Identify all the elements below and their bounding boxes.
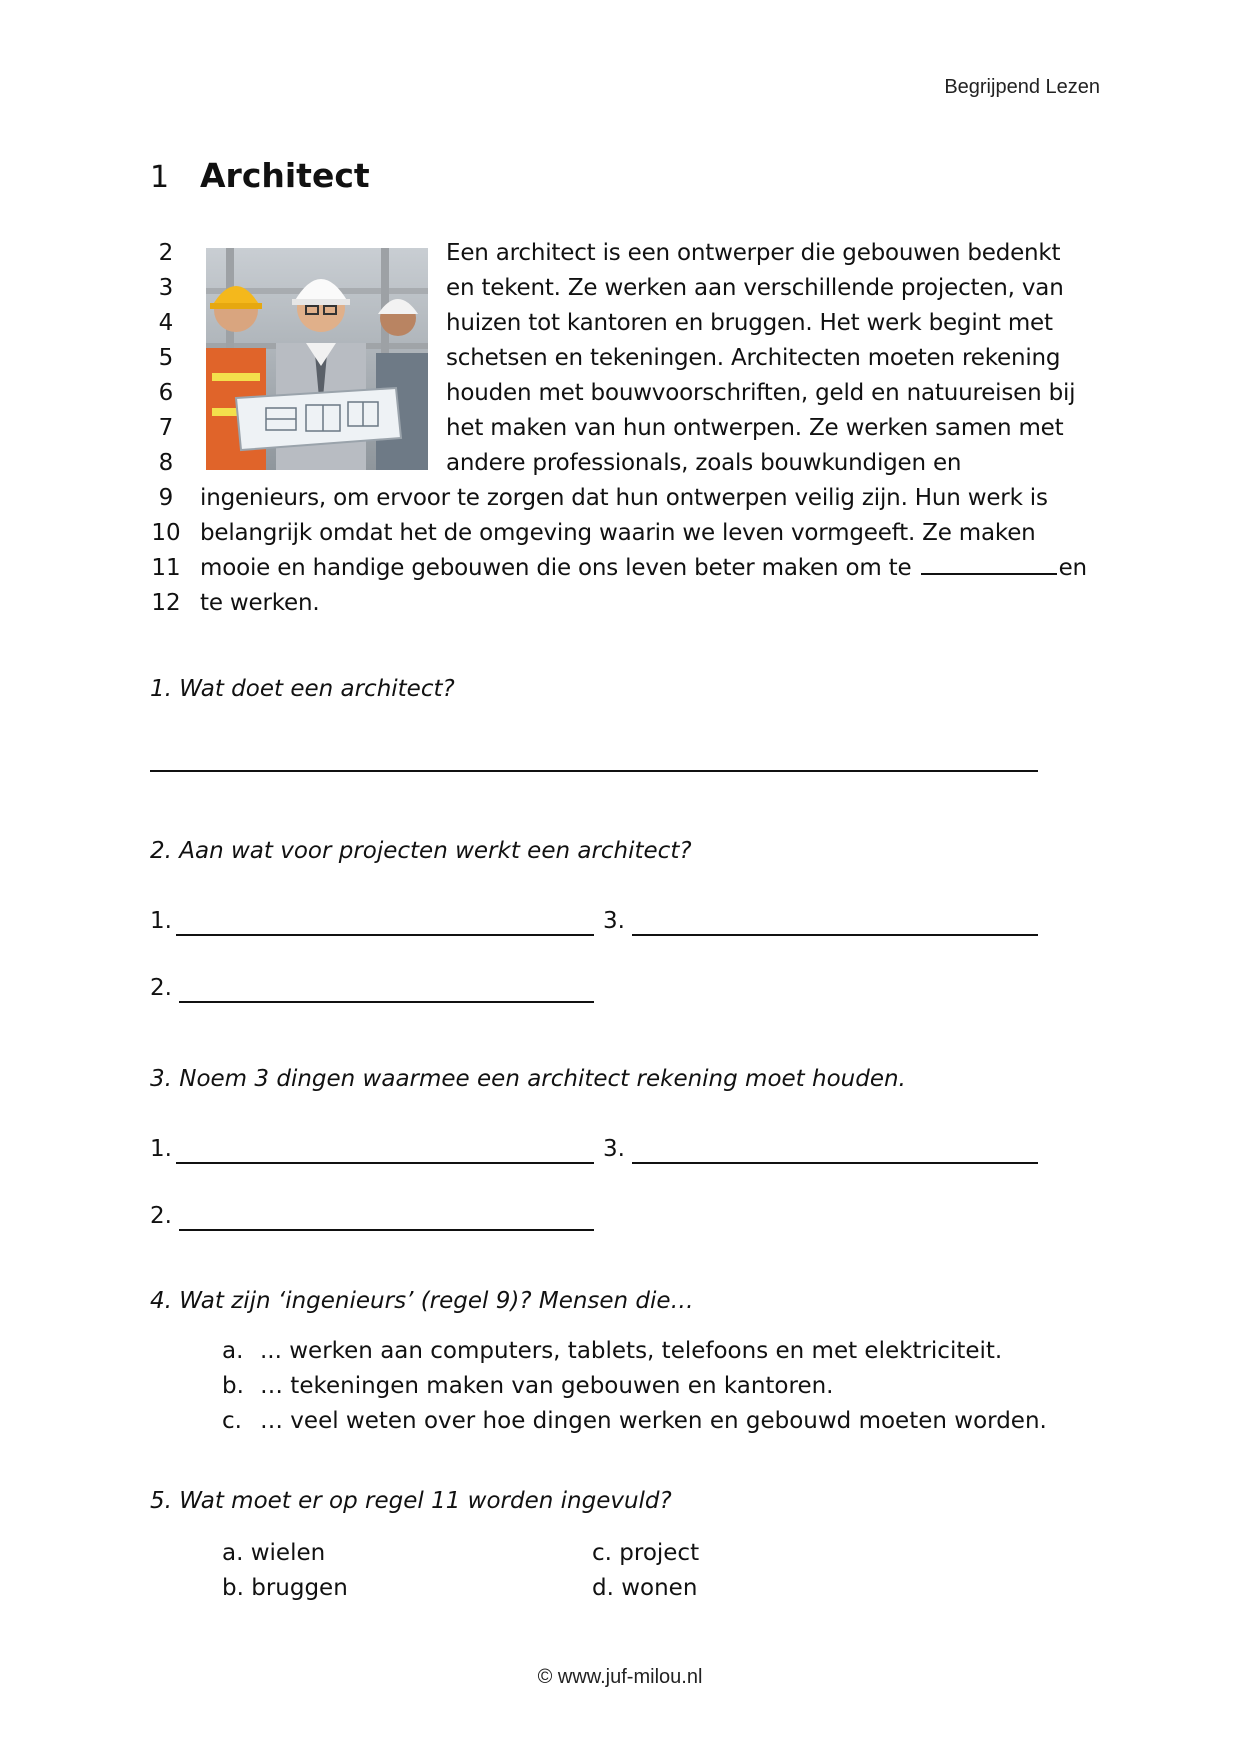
footer-copyright: © www.juf-milou.nl (537, 1666, 703, 1688)
fill-in-blank[interactable] (921, 551, 1057, 575)
question-4: 4. Wat zijn ‘ingenieurs’ (regel 9)? Mensen die… (150, 1288, 694, 1314)
question-5: 5. Wat moet er op regel 11 worden ingevuld? (150, 1488, 672, 1514)
option-c[interactable]: c. project (592, 1540, 700, 1566)
passage-line-11 (200, 551, 1095, 586)
passage-line: en tekent. Ze werken aan verschillende projecten, van (446, 275, 1064, 301)
answer-label: 2. (150, 975, 172, 1001)
line-number: 7 (158, 415, 174, 441)
answer-line-q1[interactable] (150, 770, 1038, 772)
option-d[interactable]: d. wonen (592, 1575, 698, 1601)
answer-line-q2-2[interactable] (179, 1001, 594, 1003)
question-3: 3. Noem 3 dingen waarmee een architect rekening moet houden. (150, 1066, 906, 1092)
answer-label: 3. (603, 908, 625, 934)
passage-line: houden met bouwvoorschriften, geld en natuureisen bij (446, 380, 1076, 406)
option-text: … veel weten over hoe dingen werken en gebouwd moeten worden. (260, 1408, 1047, 1434)
answer-label: 1. (150, 908, 172, 934)
answer-label: 1. (150, 1136, 172, 1162)
passage-line: ingenieurs, om ervoor te zorgen dat hun ontwerpen veilig zijn. Hun werk is (200, 485, 1048, 511)
option-b[interactable] (222, 1369, 1047, 1404)
passage-line: belangrijk omdat het de omgeving waarin we leven vormgeeft. Ze maken (200, 520, 1036, 546)
question-4-options (222, 1334, 1047, 1439)
answer-label: 3. (603, 1136, 625, 1162)
option-b[interactable]: b. bruggen (222, 1575, 348, 1601)
question-2: 2. Aan wat voor projecten werkt een architect? (150, 838, 692, 864)
option-text: … tekeningen maken van gebouwen en kantoren. (260, 1373, 834, 1399)
line-number: 10 (151, 520, 181, 546)
option-letter: b. (222, 1373, 244, 1399)
header-label: Begrijpend Lezen (944, 76, 1100, 98)
line-number: 4 (158, 310, 174, 336)
line-number: 11 (151, 555, 181, 581)
answer-label: 2. (150, 1203, 172, 1229)
page-title: Architect (200, 156, 370, 195)
passage-line-tail: en (1058, 555, 1087, 581)
passage-line: andere professionals, zoals bouwkundigen en (446, 450, 962, 476)
answer-line-q3-2[interactable] (179, 1229, 594, 1231)
line-number: 6 (158, 380, 174, 406)
option-a[interactable]: a. wielen (222, 1540, 326, 1566)
option-c[interactable] (222, 1404, 1047, 1439)
answer-line-q3-1[interactable] (176, 1162, 594, 1164)
question-5-options-left (222, 1536, 348, 1606)
line-numbers (150, 236, 182, 621)
passage-line: Een architect is een ontwerper die gebouwen bedenkt (446, 240, 1061, 266)
line-number: 8 (158, 450, 174, 476)
line-number: 12 (151, 590, 181, 616)
option-text: ... werken aan computers, tablets, telefoons en met elektriciteit. (260, 1338, 1003, 1364)
passage-line: het maken van hun ontwerpen. Ze werken samen met (446, 415, 1064, 441)
option-a[interactable] (222, 1334, 1047, 1369)
question-1: 1. Wat doet een architect? (150, 676, 455, 702)
line-number: 9 (158, 485, 174, 511)
worksheet-title (150, 156, 370, 195)
answer-line-q2-1[interactable] (176, 934, 594, 936)
line-number: 2 (158, 240, 174, 266)
passage-line: schetsen en tekeningen. Architecten moeten rekening (446, 345, 1061, 371)
answer-line-q3-3[interactable] (632, 1162, 1038, 1164)
option-letter: a. (222, 1338, 244, 1364)
passage-line: te werken. (200, 590, 320, 616)
passage-line-text: mooie en handige gebouwen die ons leven beter maken om te (200, 555, 912, 581)
answer-line-q2-3[interactable] (632, 934, 1038, 936)
reading-passage (200, 236, 1095, 621)
question-5-options-right (592, 1536, 699, 1606)
title-number: 1 (150, 160, 170, 195)
line-number: 5 (158, 345, 174, 371)
line-number: 3 (158, 275, 174, 301)
passage-line: huizen tot kantoren en bruggen. Het werk begint met (446, 310, 1053, 336)
option-letter: c. (222, 1408, 242, 1434)
